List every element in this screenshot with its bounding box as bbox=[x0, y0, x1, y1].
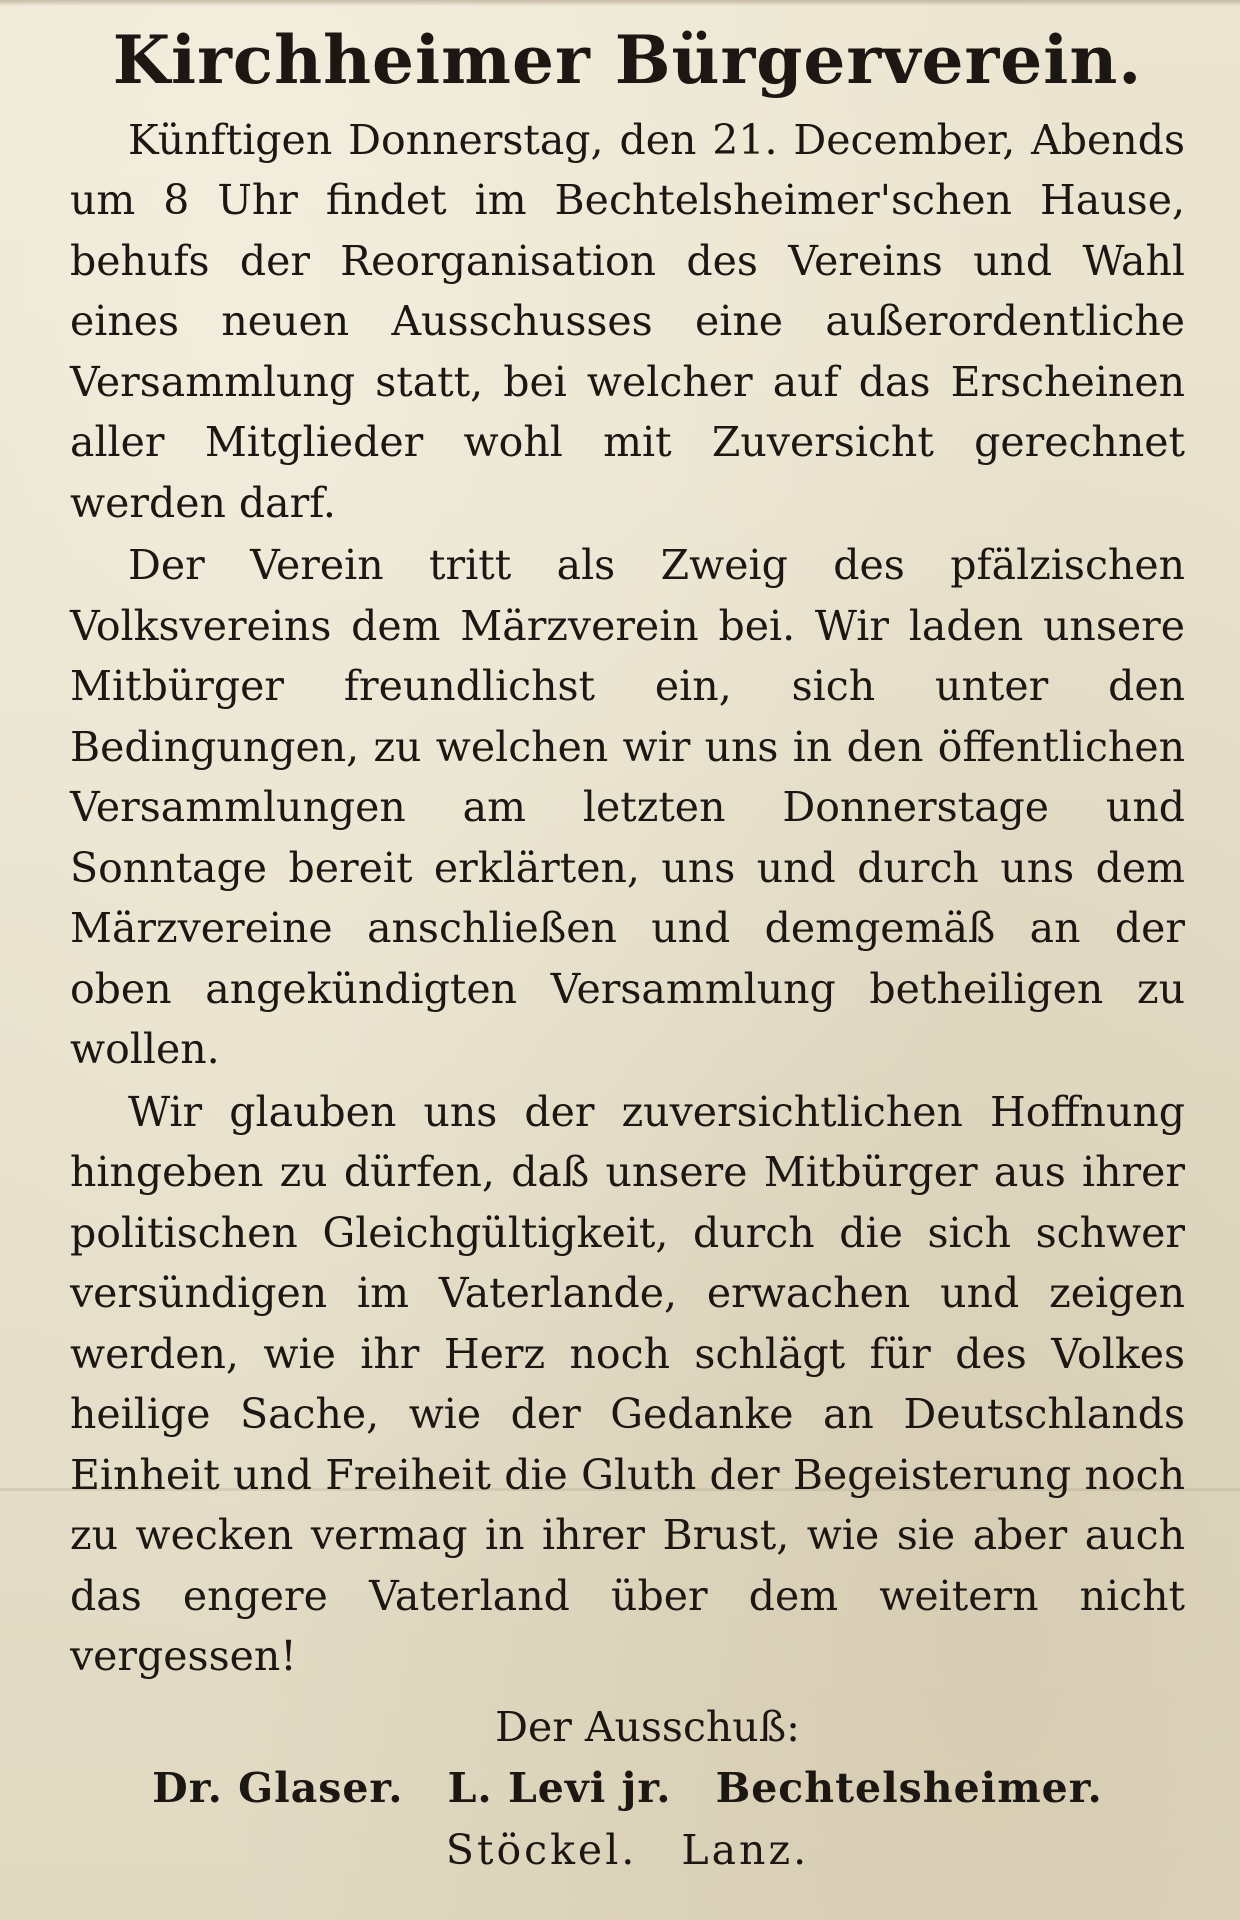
paragraph-meeting-announcement: Künftigen Donnerstag, den 21. December, Abends um 8 Uhr findet im Bechtelsheimer'schen Hause, behufs der Reorganisation des Vereins und Wahl eines neuen Ausschusses eine außerordentliche Versammlung statt, bei welcher auf das Erscheinen aller Mitglieder wohl mit Zuversicht gerechnet werden darf. bbox=[70, 115, 1185, 527]
signer-lanz: Lanz. bbox=[681, 1825, 810, 1874]
signer-glaser: Dr. Glaser. bbox=[152, 1763, 404, 1812]
signatories-row-2 bbox=[70, 1819, 1185, 1881]
signatories-row-1 bbox=[70, 1757, 1185, 1819]
paragraph-appeal-to-citizens: Wir glauben uns der zuversichtlichen Hoffnung hingeben zu dürfen, daß unsere Mitbürger aus ihrer politischen Gleichgültigkeit, durch die sich schwer versündigen im Vaterlande, erwachen und zeigen werden, wie ihr Herz noch schlägt für des Volkes heilige Sache, wie der Gedanke an Deutschlands Einheit und Freiheit die Gluth der Begeisterung noch zu wecken vermag in ihrer Brust, wie sie aber auch das engere Vaterland über dem weitern nicht vergessen! bbox=[70, 1087, 1185, 1681]
notice-title: Kirchheimer Bürgerverein. bbox=[112, 21, 1143, 99]
signatories bbox=[70, 1757, 1185, 1881]
committee-label: Der Ausschuß: bbox=[495, 1702, 800, 1751]
signer-stoeckel: Stöckel. bbox=[445, 1825, 638, 1874]
association-notice bbox=[70, 18, 1185, 1881]
signer-bechtelsheimer: Bechtelsheimer. bbox=[715, 1763, 1103, 1812]
page-edge-shadow bbox=[0, 0, 1240, 6]
paragraph-maerzverein-membership: Der Verein tritt als Zweig des pfälzischen Volksvereins dem Märzverein bei. Wir laden unsere Mitbürger freundlichst ein, sich unter den Bedingungen, zu welchen wir uns in den öffentlichen Versammlungen am letzten Donnerstage und Sonntage bereit erklärten, uns und durch uns dem Märzvereine anschließen und demgemäß an der oben angekündigten Versammlung betheiligen zu wollen. bbox=[70, 541, 1185, 1074]
signer-levi: L. Levi jr. bbox=[447, 1763, 672, 1812]
